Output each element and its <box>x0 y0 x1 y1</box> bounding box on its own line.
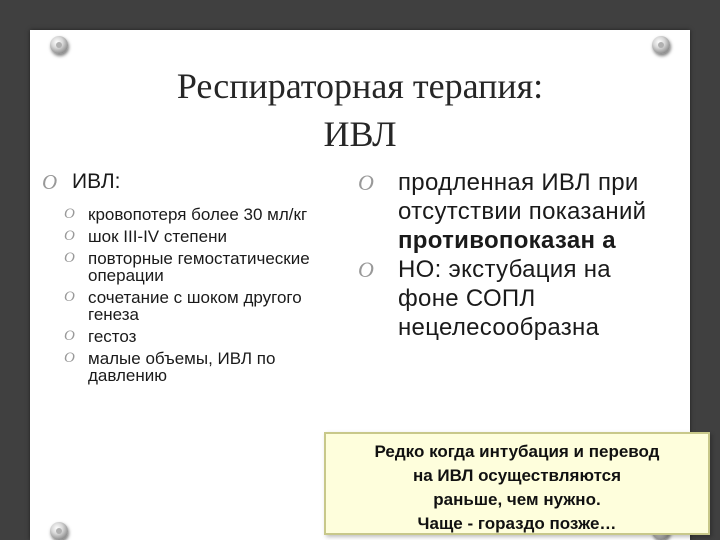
bullet-icon: O <box>64 350 75 366</box>
list-item-bold-text: противопоказан а <box>398 227 616 254</box>
list-item <box>42 328 342 345</box>
list-item <box>42 250 342 284</box>
callout-note <box>324 432 710 535</box>
bullet-icon: O <box>358 257 375 282</box>
bullet-icon: O <box>42 170 58 194</box>
list-item <box>358 168 678 255</box>
list-item <box>42 289 342 323</box>
list-item <box>42 350 342 384</box>
title-line-2: ИВЛ <box>323 114 397 154</box>
note-line-3: раньше, чем нужно. <box>433 490 601 509</box>
pushpin-bottom-left-icon <box>50 522 68 540</box>
list-item-text: малые объемы, ИВЛ по давлению <box>88 349 276 385</box>
list-item-text: шок III-IV степени <box>88 227 227 246</box>
bullet-icon: O <box>64 228 75 244</box>
list-item <box>42 228 342 245</box>
list-item-heading <box>42 170 342 194</box>
note-line-2: на ИВЛ осуществляются <box>412 466 622 485</box>
list-item-text: НО: экстубация на фоне СОПЛ нецелесообразна <box>398 256 611 341</box>
list-item <box>42 206 342 223</box>
bullet-icon: O <box>358 170 375 195</box>
right-column <box>358 168 678 342</box>
bullet-icon: O <box>64 250 75 266</box>
slide-title <box>60 62 660 158</box>
pushpin-top-right-icon <box>652 36 670 54</box>
list-item-text: повторные гемостатические операции <box>88 249 310 285</box>
title-line-1: Респираторная терапия: <box>176 66 544 106</box>
left-column <box>42 170 342 389</box>
left-heading: ИВЛ: <box>72 170 121 193</box>
list-item-text: сочетание с шоком другого генеза <box>88 288 302 324</box>
bullet-icon: O <box>64 328 75 344</box>
note-line-4: Чаще - гораздо позже… <box>417 514 617 533</box>
note-line-1: Редко когда интубация и перевод <box>374 442 660 461</box>
pushpin-top-left-icon <box>50 36 68 54</box>
sub-list <box>42 206 342 384</box>
bullet-icon: O <box>64 206 75 222</box>
list-item-text: продленная ИВЛ при отсутствии показаний <box>398 169 647 225</box>
bullet-icon: O <box>64 289 75 305</box>
list-item-text: гестоз <box>88 327 137 346</box>
list-item <box>358 255 678 342</box>
list-item-text: кровопотеря более 30 мл/кг <box>88 205 308 224</box>
